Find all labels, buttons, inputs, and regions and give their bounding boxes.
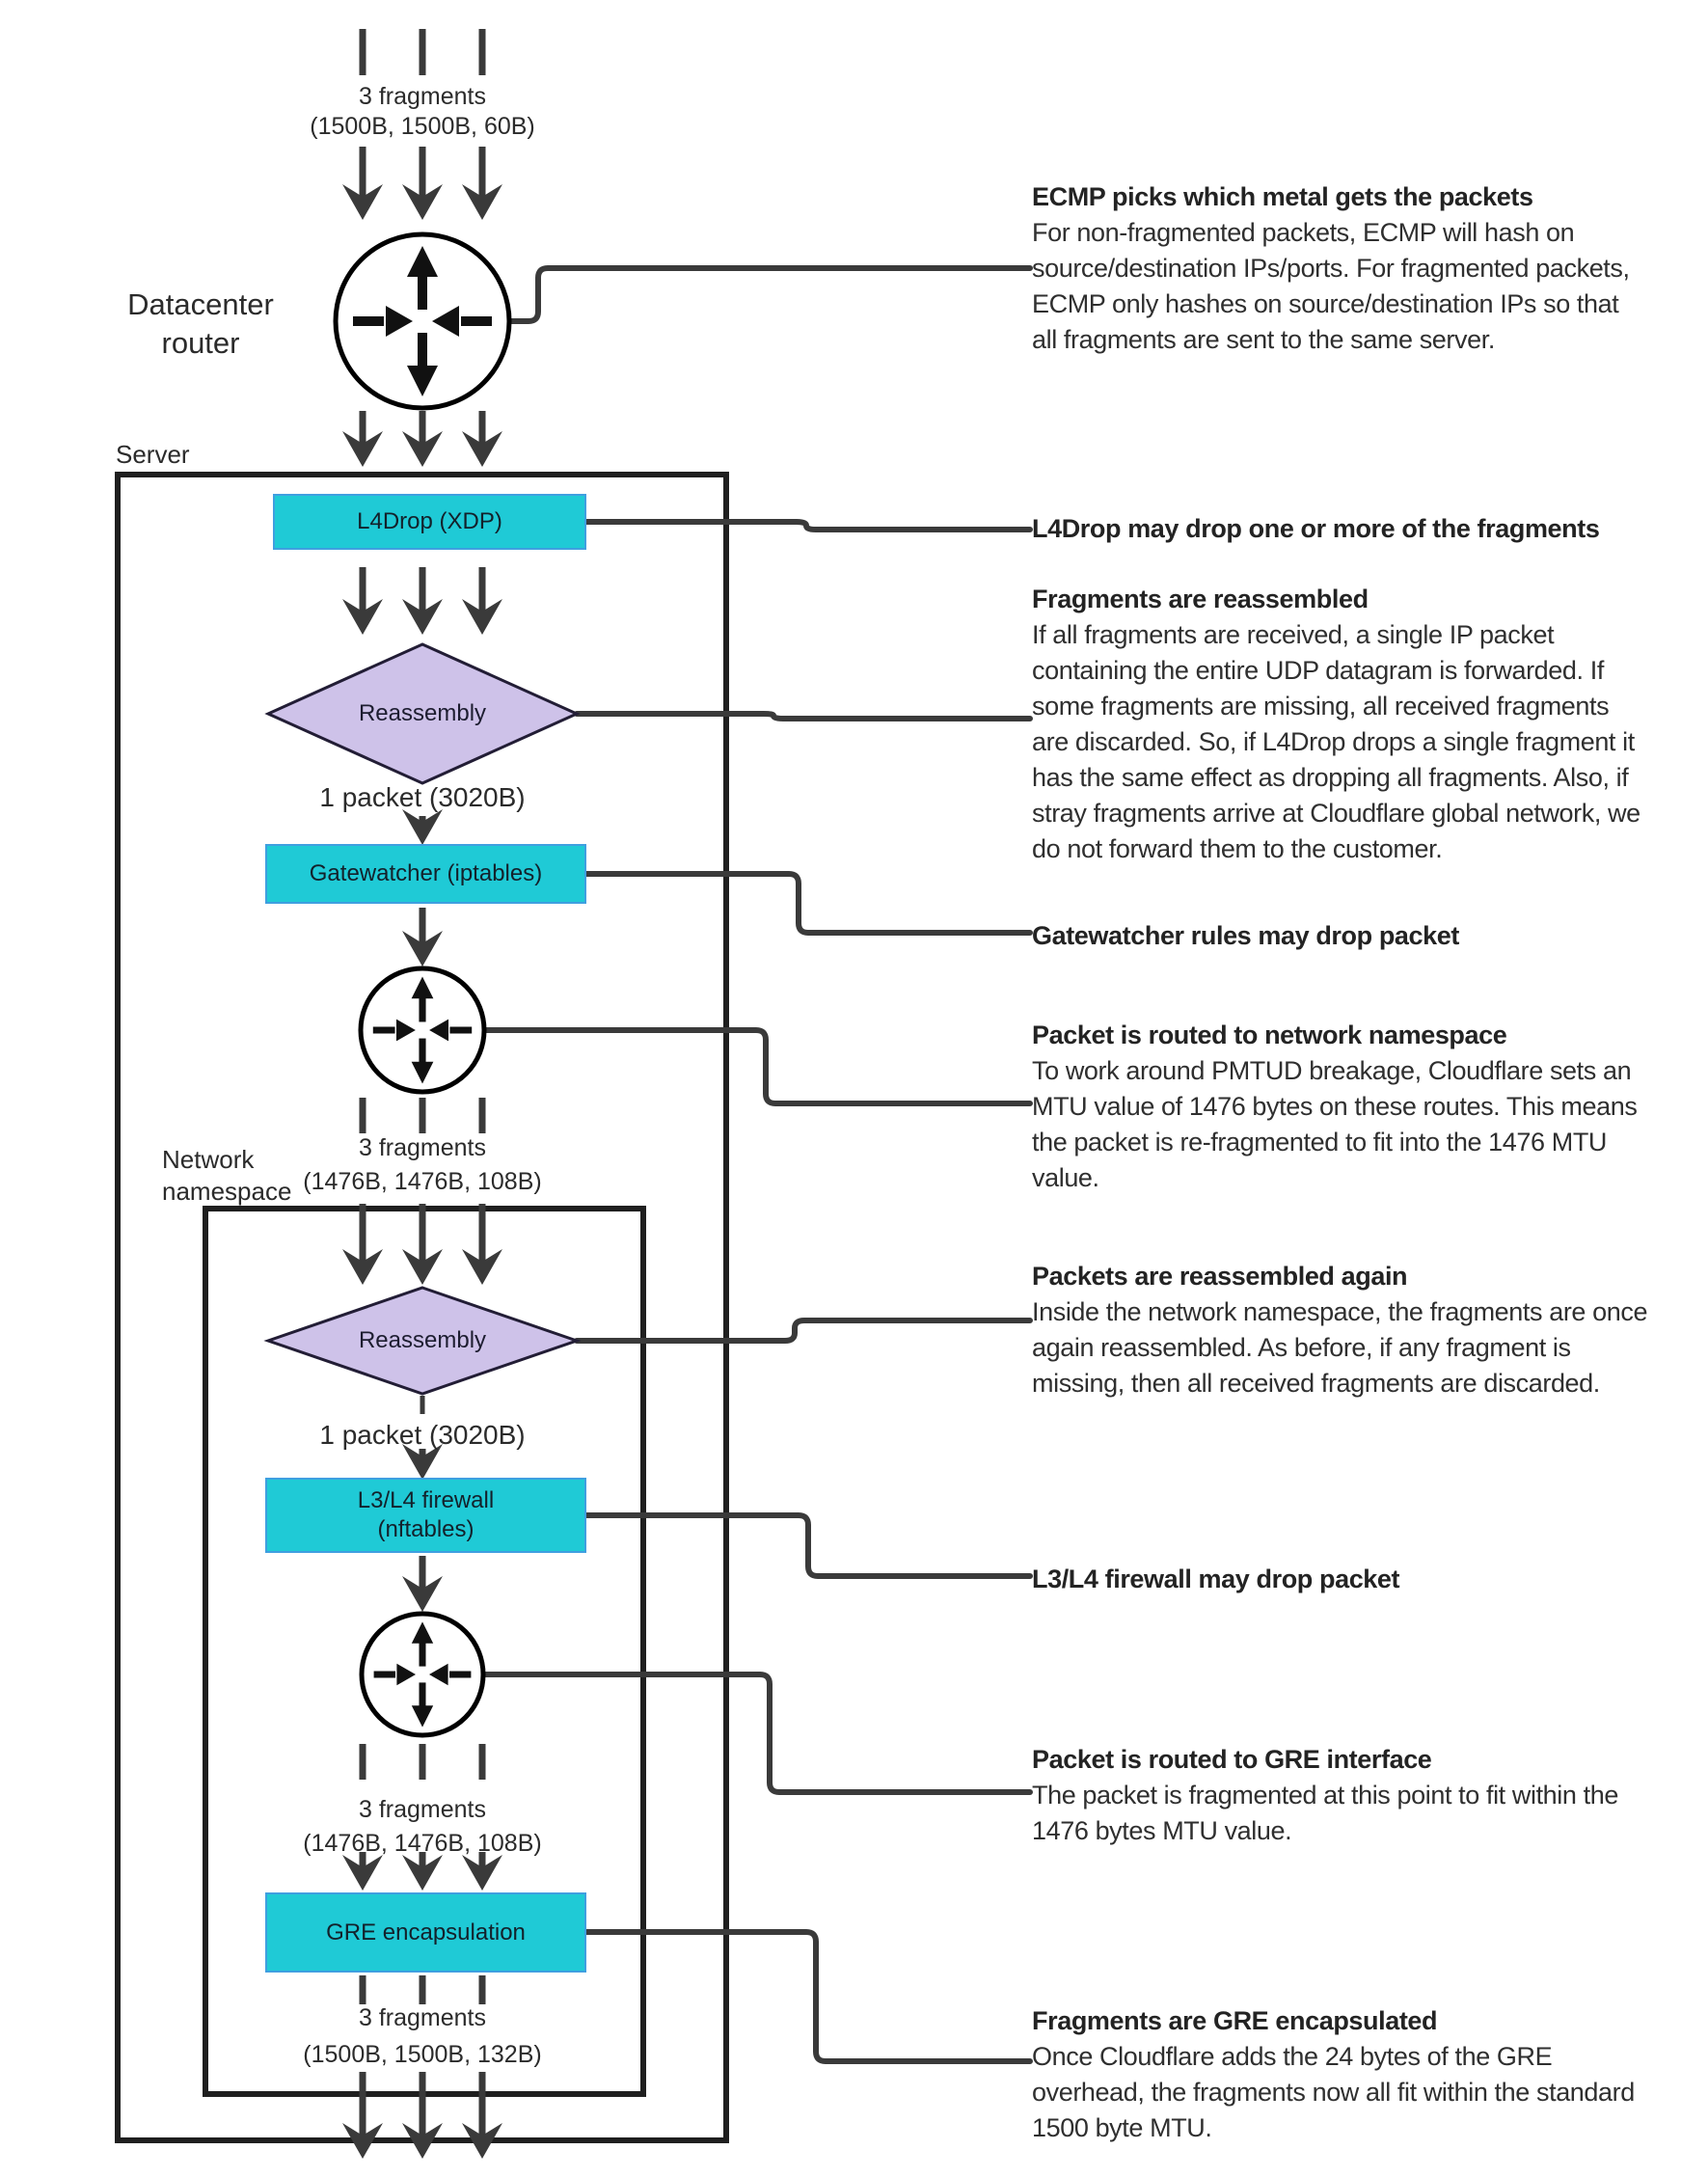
- gatewatcher-label: Gatewatcher (iptables): [309, 860, 543, 886]
- connector-gatewatcher: [586, 874, 1030, 933]
- annotation-routed-namespace: [1032, 1018, 1649, 1196]
- fragments-in-line1: 3 fragments: [358, 83, 487, 110]
- l3l4-firewall-label-line1: L3/L4 firewall: [357, 1487, 495, 1513]
- annotation-routed-gre-heading: Packet is routed to GRE interface: [1032, 1745, 1432, 1774]
- down-arrow: [402, 147, 443, 220]
- down-arrow: [462, 1204, 502, 1285]
- datacenter-router-icon: [336, 234, 509, 408]
- connector-l4drop: [586, 522, 1030, 530]
- reassembly2-label: Reassembly: [358, 1327, 487, 1353]
- connector-route-gre: [483, 1674, 1030, 1792]
- packet1-label: 1 packet (3020B): [319, 782, 526, 812]
- down-arrow: [462, 411, 502, 467]
- connector-ecmp: [509, 268, 1030, 321]
- annotation-l4drop: [1032, 511, 1649, 547]
- down-arrow: [342, 411, 383, 467]
- annotation-gatewatcher: [1032, 918, 1649, 954]
- annotation-reassembled-heading: Fragments are reassembled: [1032, 585, 1369, 613]
- connector-reassembly1: [577, 714, 1030, 719]
- annotation-reassembled-again-heading: Packets are reassembled again: [1032, 1262, 1408, 1291]
- fragments-gre-line1: 3 fragments: [358, 1796, 487, 1823]
- down-arrow: [402, 2072, 443, 2159]
- fragments-out-line1: 3 fragments: [358, 2004, 487, 2031]
- annotation-routed-namespace-heading: Packet is routed to network namespace: [1032, 1020, 1507, 1049]
- annotation-routed-gre-body: The packet is fragmented at this point to fit within the 1476 bytes MTU value.: [1032, 1781, 1618, 1845]
- annotation-reassembled-again: [1032, 1259, 1649, 1401]
- namespace-route-router-icon: [361, 968, 484, 1092]
- network-namespace-label: Network namespace: [162, 1145, 292, 1206]
- annotation-reassembled-again-body: Inside the network namespace, the fragments are once again reassembled. As before, if any fragment is missing, then all received fragments are discarded.: [1032, 1297, 1648, 1398]
- down-arrow: [402, 567, 443, 635]
- connector-l3l4: [586, 1515, 1030, 1576]
- annotation-reassembled: [1032, 582, 1649, 867]
- down-arrow: [402, 1852, 443, 1891]
- down-arrow: [462, 147, 502, 220]
- fragments-mid-line2: (1476B, 1476B, 108B): [303, 1168, 542, 1195]
- down-arrow: [342, 567, 383, 635]
- fragments-out-line2: (1500B, 1500B, 132B): [303, 2041, 542, 2068]
- server-label: Server: [116, 440, 190, 469]
- annotation-gre-encapsulated-body: Once Cloudflare adds the 24 bytes of the GRE overhead, the fragments now all fit within the standard 1500 byte MTU.: [1032, 2042, 1635, 2142]
- connector-route-namespace: [484, 1030, 1030, 1103]
- down-arrow: [402, 1556, 443, 1612]
- annotation-l3l4: [1032, 1562, 1649, 1597]
- gre-route-router-icon: [362, 1614, 483, 1735]
- annotation-routed-gre: [1032, 1742, 1649, 1849]
- annotation-ecmp-body: For non-fragmented packets, ECMP will hash on source/destination IPs/ports. For fragmented packets, ECMP only hashes on source/destination IPs so that all fragments are sent to the same server.: [1032, 218, 1630, 354]
- down-arrow: [462, 2072, 502, 2159]
- down-arrow: [462, 567, 502, 635]
- annotation-l4drop-heading: L4Drop may drop one or more of the fragments: [1032, 514, 1600, 543]
- reassembly1-label: Reassembly: [358, 700, 487, 726]
- l4drop-box: [273, 494, 586, 550]
- connector-gre: [586, 1932, 1030, 2061]
- packet2-label: 1 packet (3020B): [319, 1420, 526, 1450]
- annotation-l3l4-heading: L3/L4 firewall may drop packet: [1032, 1565, 1400, 1593]
- annotation-reassembled-body: If all fragments are received, a single IP packet containing the entire UDP datagram is forwarded. If some fragments are missing, all received fragments are discarded. So, if L4Drop drops a single fragment it has the same effect as dropping all fragments. Also, if stray fragments arrive at Cloudflare global network, we do not forward them to the customer.: [1032, 620, 1640, 863]
- annotation-gatewatcher-heading: Gatewatcher rules may drop packet: [1032, 921, 1459, 950]
- fragments-in-line2: (1500B, 1500B, 60B): [310, 113, 535, 140]
- l3l4-firewall-label-line2: (nftables): [377, 1516, 474, 1542]
- annotation-ecmp: [1032, 179, 1649, 358]
- datacenter-router-label: Datacenter router: [127, 287, 274, 360]
- annotation-routed-namespace-body: To work around PMTUD breakage, Cloudflare sets an MTU value of 1476 bytes on these routes. This means the packet is re-fragmented to fit into the 1476 MTU value.: [1032, 1056, 1638, 1192]
- annotation-gre-encapsulated: [1032, 2003, 1649, 2146]
- gatewatcher-box: [265, 844, 586, 904]
- l3l4-firewall-box: [265, 1478, 586, 1553]
- down-arrow: [342, 147, 383, 220]
- down-arrow: [402, 1204, 443, 1285]
- down-arrow: [402, 411, 443, 467]
- down-arrow: [402, 908, 443, 966]
- down-arrow: [402, 809, 443, 845]
- l4drop-label: L4Drop (XDP): [357, 508, 502, 534]
- down-arrow: [342, 1852, 383, 1891]
- down-arrow: [342, 2072, 383, 2159]
- gre-encapsulation-label: GRE encapsulation: [326, 1918, 526, 1946]
- fragments-mid-line1: 3 fragments: [358, 1134, 487, 1161]
- fragments-gre-line2: (1476B, 1476B, 108B): [303, 1830, 542, 1857]
- annotation-ecmp-heading: ECMP picks which metal gets the packets: [1032, 182, 1533, 211]
- down-arrow: [342, 1204, 383, 1285]
- gre-encapsulation-box: [265, 1892, 586, 1973]
- down-arrow: [462, 1852, 502, 1891]
- annotation-gre-encapsulated-heading: Fragments are GRE encapsulated: [1032, 2006, 1438, 2035]
